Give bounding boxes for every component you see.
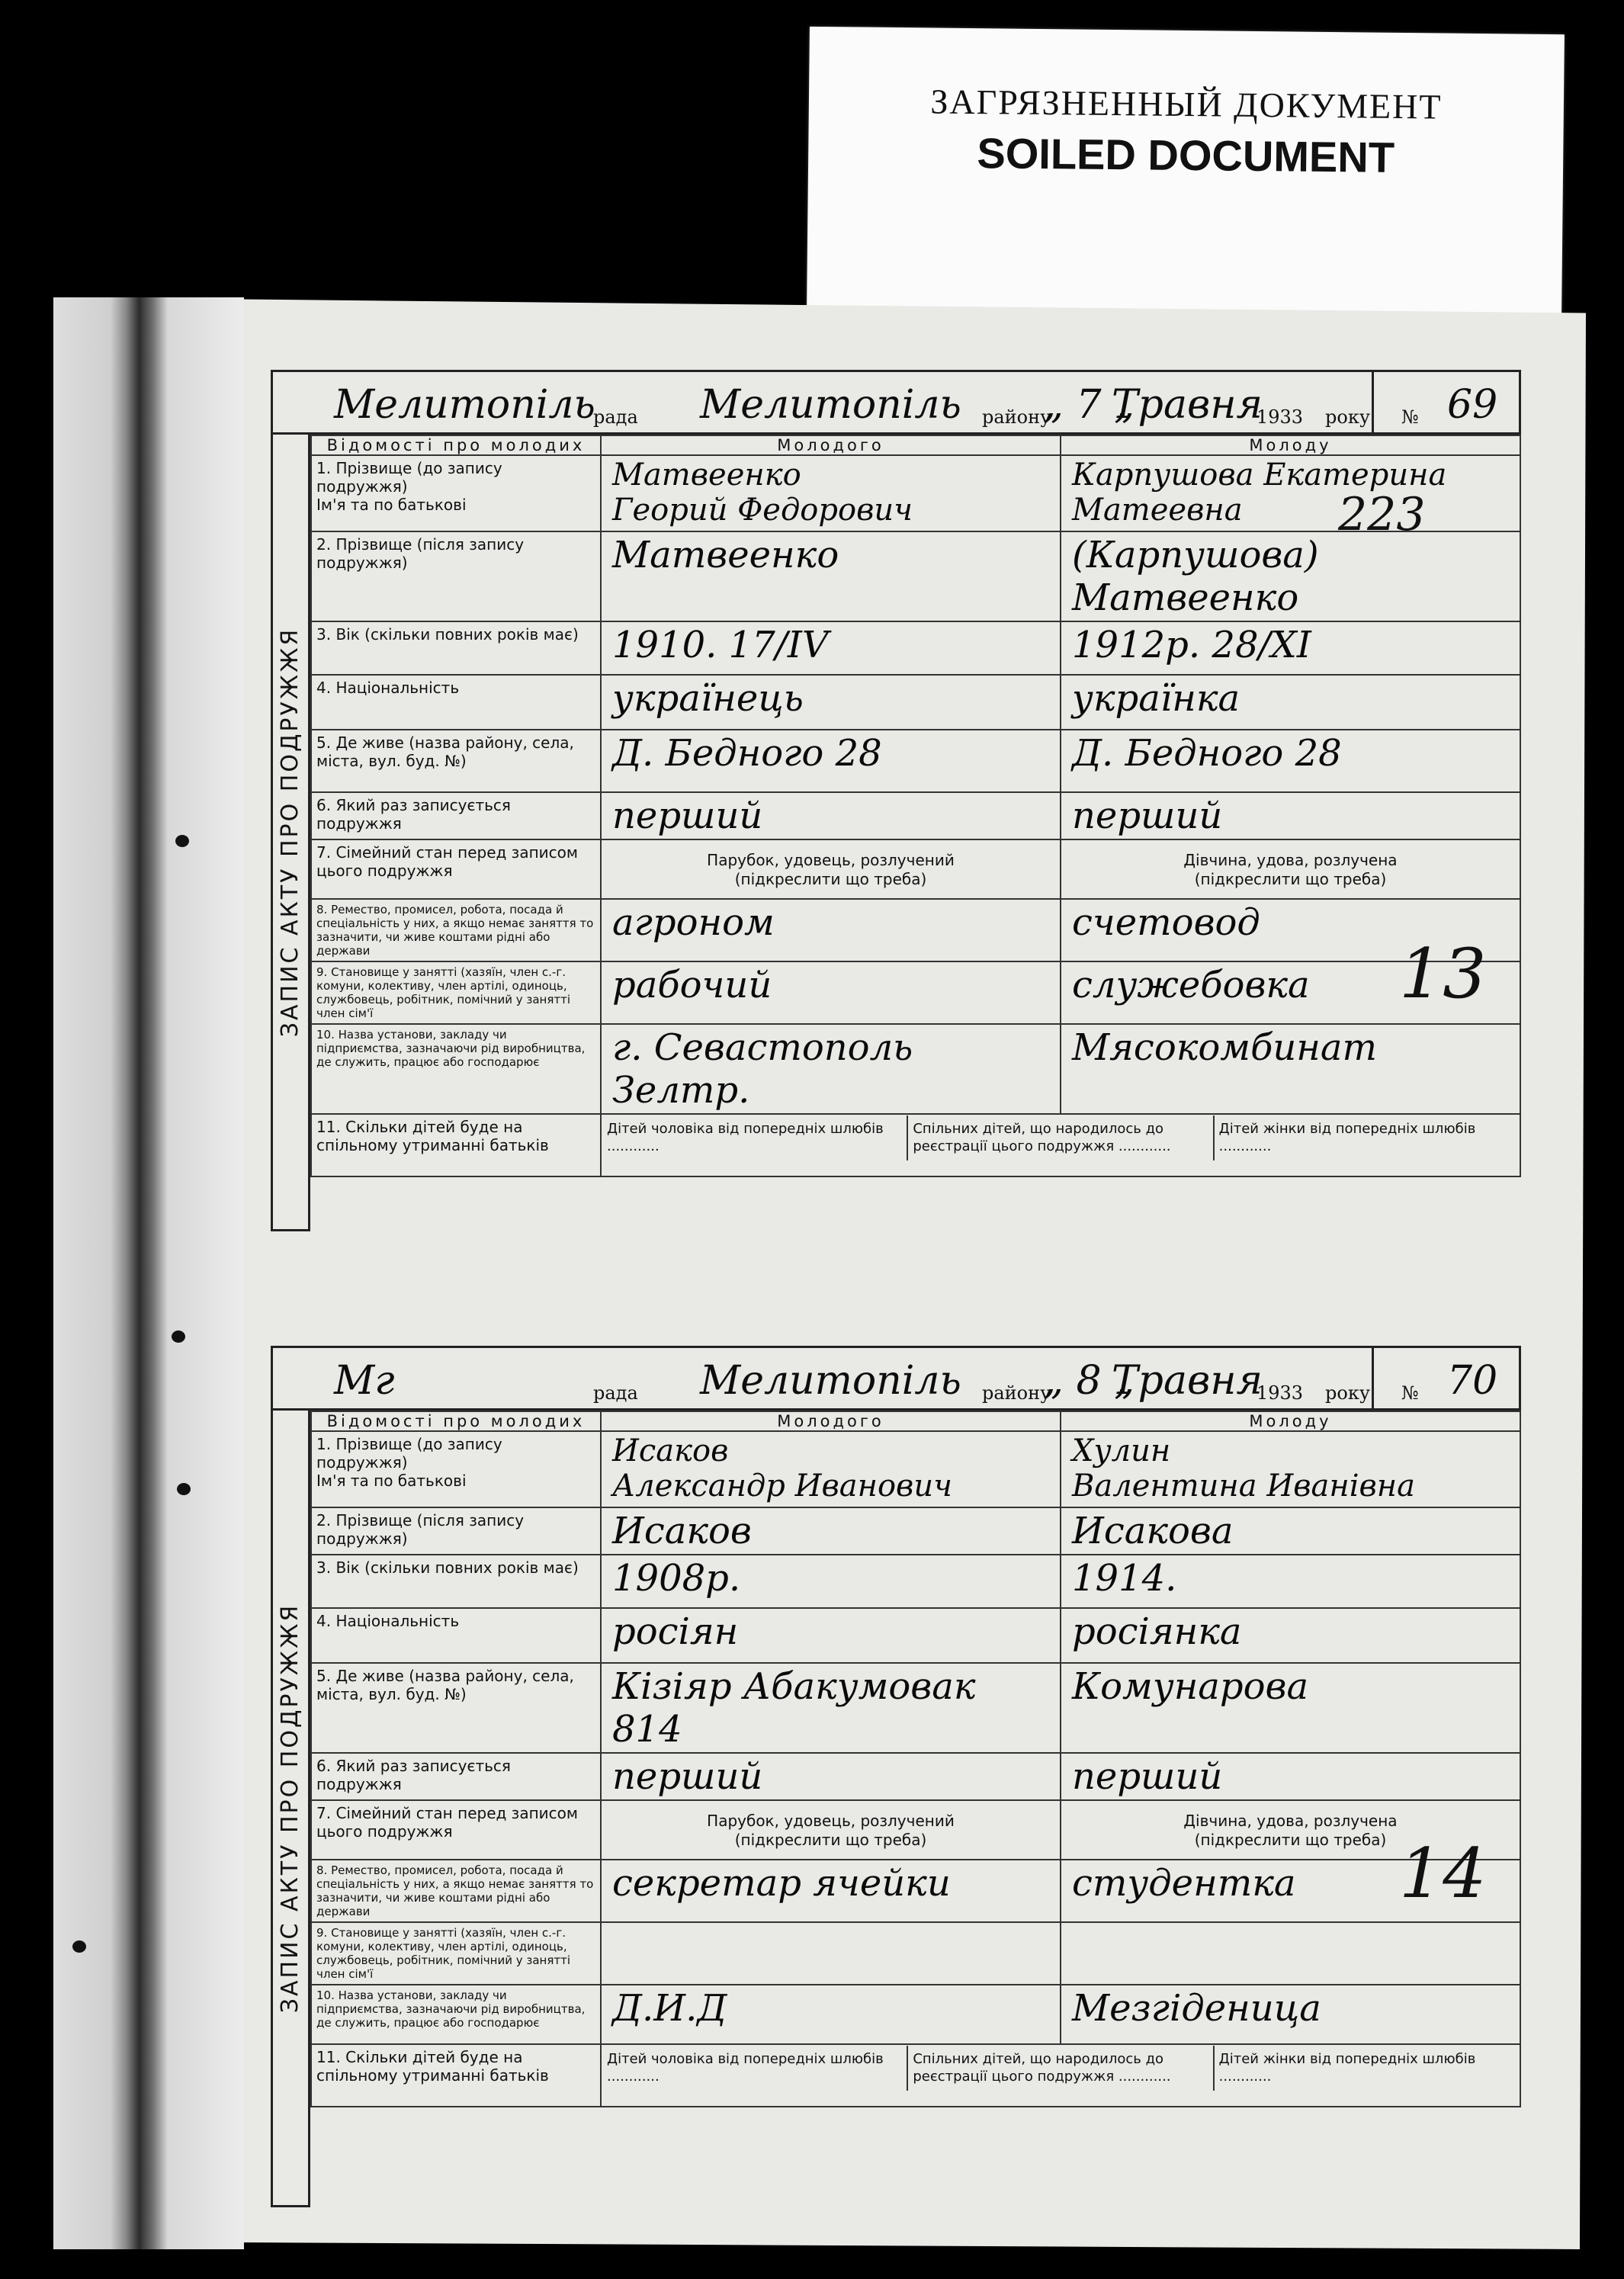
question-label: 3. Вік (скільки повних років має) <box>311 621 601 675</box>
binding-hole <box>175 835 189 847</box>
record-header <box>271 370 1521 435</box>
margin-annotation: 14 <box>1399 1834 1487 1914</box>
bride-answer: 1912р. 28/XI <box>1061 621 1520 675</box>
table-row <box>311 621 1520 675</box>
bride-answer: (Карпушова) Матвеенко <box>1061 531 1520 621</box>
bride-answer: счетовод <box>1061 899 1520 961</box>
table-row <box>311 961 1520 1024</box>
table-row <box>311 899 1520 961</box>
table-row <box>311 1985 1520 2044</box>
rada-label: рада <box>593 1382 638 1404</box>
questions-header: Відомості про молодих <box>311 435 601 455</box>
bride-answer: Д. Бедного 28 <box>1061 730 1520 792</box>
bride-marital-status: Дівчина, удова, розлучена (підкреслити що треба) <box>1061 839 1520 899</box>
side-title <box>271 1411 310 2207</box>
question-label: 6. Який раз записується подружжя <box>311 792 601 839</box>
groom-answer: Кізіяр Абакумовак 814 <box>601 1663 1061 1753</box>
record-number: 69 <box>1447 382 1498 428</box>
bride-answer <box>1061 1922 1520 1985</box>
page-binding <box>53 297 244 2249</box>
bride-answer: українка <box>1061 675 1520 730</box>
table-row <box>311 730 1520 792</box>
groom-marital-status: Парубок, удовець, розлучений (підкреслити що треба) <box>601 839 1061 899</box>
month-value: Травня <box>1112 382 1263 428</box>
side-title-text: ЗАПИС АКТУ ПРО ПОДРУЖЖЯ <box>277 627 304 1037</box>
table-row <box>311 792 1520 839</box>
marriage-record-1 <box>271 370 1521 1231</box>
groom-answer: 1908р. <box>601 1555 1061 1608</box>
question-label: 2. Прізвище (після запису подружжя) <box>311 1507 601 1555</box>
binding-hole <box>172 1330 185 1343</box>
table-row <box>311 1753 1520 1800</box>
groom-answer: Матвеенко <box>601 531 1061 621</box>
groom-answer: Д.И.Д <box>601 1985 1061 2044</box>
question-label: 4. Національність <box>311 675 601 730</box>
groom-answer: агроном <box>601 899 1061 961</box>
record-table <box>310 1411 1521 2107</box>
children-groom: Дітей чоловіка від попередніх шлюбів ............ <box>602 2046 908 2091</box>
children-bride: Дітей жінки від попередніх шлюбів ............ <box>1218 1121 1476 1155</box>
groom-answer: рабочий <box>601 961 1061 1024</box>
rayon-value: Мелитопіль <box>700 382 961 428</box>
year-value: 1933 <box>1257 1382 1304 1404</box>
children-common: Спільних дітей, що народилось до реєстрації цього подружжя ............ <box>908 2046 1214 2091</box>
rayon-label: району <box>982 406 1051 428</box>
soiled-document-label <box>807 27 1565 316</box>
bride-answer: росіянка <box>1061 1608 1520 1663</box>
question-label: 11. Скільки дітей буде на спільному утриманні батьків <box>311 1114 601 1176</box>
groom-answer: Исаков <box>601 1507 1061 1555</box>
children-cell <box>601 2044 1520 2107</box>
children-common: Спільних дітей, що народилось до реєстрації цього подружжя ............ <box>908 1115 1214 1160</box>
groom-answer <box>601 1922 1061 1985</box>
month-value: Травня <box>1112 1358 1263 1404</box>
bride-answer: Исакова <box>1061 1507 1520 1555</box>
table-row <box>311 531 1520 621</box>
table-row <box>311 2044 1520 2107</box>
rada-value: Мг <box>334 1358 395 1404</box>
handwritten-note: 223 <box>1338 488 1426 541</box>
binding-hole <box>177 1483 191 1495</box>
question-label: 5. Де живе (назва району, села, міста, вул. буд. №) <box>311 730 601 792</box>
question-label: 7. Сімейний стан перед записом цього подружжя <box>311 839 601 899</box>
year-value: 1933 <box>1257 406 1304 428</box>
groom-marital-status: Парубок, удовець, розлучений (підкреслити що треба) <box>601 1800 1061 1860</box>
side-title <box>271 435 310 1231</box>
table-row <box>311 1114 1520 1176</box>
bride-answer: Мезгіденица <box>1061 1985 1520 2044</box>
questions-header: Відомості про молодих <box>311 1411 601 1431</box>
rada-label: рада <box>593 406 638 428</box>
groom-answer: росіян <box>601 1608 1061 1663</box>
question-label: 1. Прізвище (до запису подружжя) Ім'я та по батькові <box>311 455 601 531</box>
question-label: 5. Де живе (назва району, села, міста, вул. буд. №) <box>311 1663 601 1753</box>
groom-answer: перший <box>601 1753 1061 1800</box>
groom-answer: 1910. 17/IV <box>601 621 1061 675</box>
question-label: 4. Національність <box>311 1608 601 1663</box>
margin-annotation: 13 <box>1399 934 1487 1014</box>
question-label: 10. Назва установи, закладу чи підприємства, зазначаючи рід виробництва, де служить, працює або господарює <box>311 1985 601 2044</box>
question-label: 7. Сімейний стан перед записом цього подружжя <box>311 1800 601 1860</box>
groom-answer: секретар ячейки <box>601 1860 1061 1922</box>
day-value: „ 7 „ <box>1043 382 1135 428</box>
table-row <box>311 1800 1520 1860</box>
table-row <box>311 839 1520 899</box>
day-value: „ 8 „ <box>1043 1358 1135 1404</box>
table-row <box>311 675 1520 730</box>
bride-answer: Комунарова <box>1061 1663 1520 1753</box>
question-label: 9. Становище у занятті (хазяїн, член с.-г. комуни, колективу, член артілі, одиноць, службовець, робітник, помічний у занятті член сім'ї <box>311 961 601 1024</box>
bride-answer: 1914. <box>1061 1555 1520 1608</box>
bride-answer: перший <box>1061 1753 1520 1800</box>
bride-answer: Хулин Валентина Иванівна <box>1061 1431 1520 1507</box>
question-label: 1. Прізвище (до запису подружжя) Ім'я та по батькові <box>311 1431 601 1507</box>
year-label: року <box>1325 1382 1370 1404</box>
groom-answer: українець <box>601 675 1061 730</box>
rayon-value: Мелитопіль <box>700 1358 961 1404</box>
bride-answer: служебовка <box>1061 961 1520 1024</box>
question-label: 10. Назва установи, закладу чи підприємства, зазначаючи рід виробництва, де служить, працює або господарює <box>311 1024 601 1114</box>
table-row <box>311 1922 1520 1985</box>
number-label: № <box>1401 1382 1419 1404</box>
label-russian: ЗАГРЯЗНЕННЫЙ ДОКУМЕНТ <box>930 82 1443 127</box>
bride-marital-status: Дівчина, удова, розлучена (підкреслити що треба) <box>1061 1800 1520 1860</box>
number-label: № <box>1401 406 1419 428</box>
groom-answer: Д. Бедного 28 <box>601 730 1061 792</box>
table-row <box>311 1608 1520 1663</box>
binding-hole <box>72 1940 86 1953</box>
groom-answer: Исаков Александр Иванович <box>601 1431 1061 1507</box>
question-label: 11. Скільки дітей буде на спільному утриманні батьків <box>311 2044 601 2107</box>
question-label: 3. Вік (скільки повних років має) <box>311 1555 601 1608</box>
bride-answer: Мясокомбинат <box>1061 1024 1520 1114</box>
record-header <box>271 1346 1521 1411</box>
children-cell <box>601 1114 1520 1176</box>
table-row <box>311 1860 1520 1922</box>
table-row <box>311 1555 1520 1608</box>
bride-answer: перший <box>1061 792 1520 839</box>
label-english: SOILED DOCUMENT <box>977 129 1395 181</box>
bride-column-header: Молоду <box>1061 1411 1520 1431</box>
bride-answer: студентка <box>1061 1860 1520 1922</box>
table-row <box>311 1431 1520 1507</box>
record-table <box>310 435 1521 1177</box>
groom-answer: Матвеенко Георий Федорович <box>601 455 1061 531</box>
question-label: 9. Становище у занятті (хазяїн, член с.-г. комуни, колективу, член артілі, одиноць, службовець, робітник, помічний у занятті член сім'ї <box>311 1922 601 1985</box>
question-label: 6. Який раз записується подружжя <box>311 1753 601 1800</box>
children-bride: Дітей жінки від попередніх шлюбів ............ <box>1218 2051 1476 2085</box>
side-title-text: ЗАПИС АКТУ ПРО ПОДРУЖЖЯ <box>277 1603 304 2013</box>
bride-answer: Карпушова Екатерина Матеевна <box>1061 455 1520 531</box>
table-row <box>311 1663 1520 1753</box>
question-label: 8. Ремество, промисел, робота, посада й спеціальність у них, а якщо немає заняття то зазначити, чи живе коштами рідні або держави <box>311 899 601 961</box>
groom-answer: перший <box>601 792 1061 839</box>
year-label: року <box>1325 406 1370 428</box>
marriage-record-2 <box>271 1346 1521 2207</box>
table-row <box>311 1024 1520 1114</box>
rada-value: Мелитопіль <box>334 382 595 428</box>
rayon-label: району <box>982 1382 1051 1404</box>
groom-answer: г. Севастополь Зелтр. <box>601 1024 1061 1114</box>
question-label: 2. Прізвище (після запису подружжя) <box>311 531 601 621</box>
question-label: 8. Ремество, промисел, робота, посада й спеціальність у них, а якщо немає заняття то зазначити, чи живе коштами рідні або держави <box>311 1860 601 1922</box>
table-row <box>311 1507 1520 1555</box>
children-groom: Дітей чоловіка від попередніх шлюбів ............ <box>602 1115 908 1160</box>
record-number: 70 <box>1447 1358 1498 1404</box>
groom-column-header: Молодого <box>601 435 1061 455</box>
bride-column-header: Молоду <box>1061 435 1520 455</box>
groom-column-header: Молодого <box>601 1411 1061 1431</box>
